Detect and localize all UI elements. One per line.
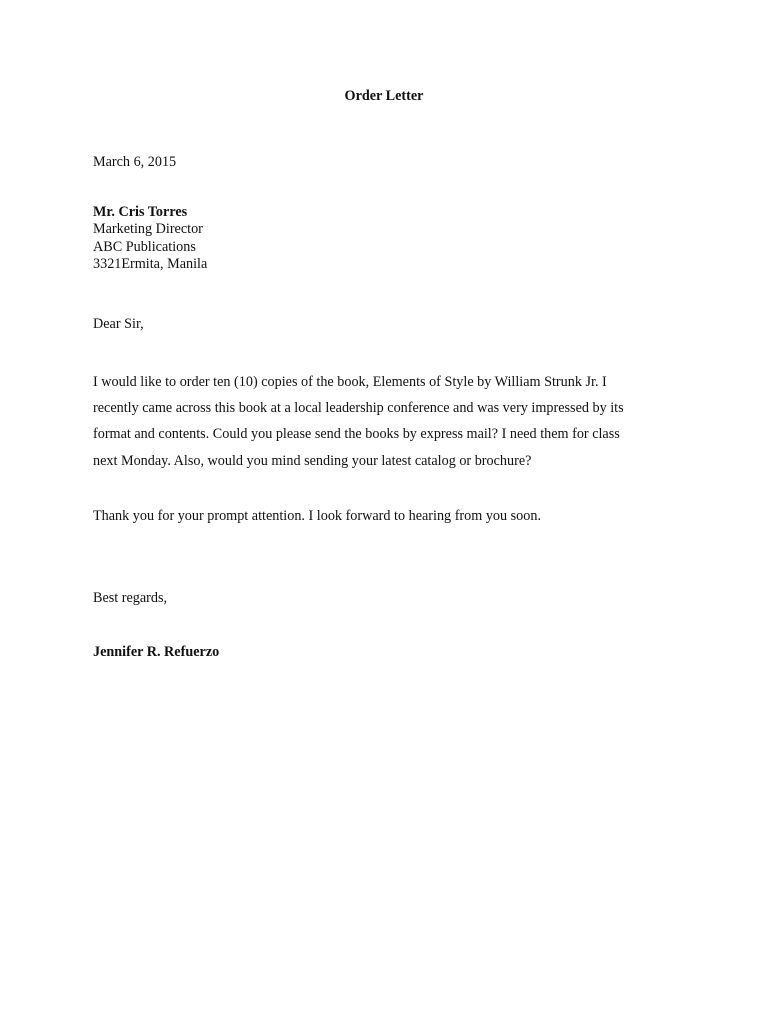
closing: Best regards, xyxy=(93,590,168,606)
letter-date: March 6, 2015 xyxy=(93,154,177,170)
recipient-address: 3321Ermita, Manila xyxy=(93,255,208,272)
recipient-company: ABC Publications xyxy=(93,238,196,255)
body-line: next Monday. Also, would you mind sending your latest catalog or brochure? xyxy=(93,452,532,469)
recipient-address-block xyxy=(93,204,683,273)
body-line: format and contents. Could you please send the books by express mail? I need them for class xyxy=(93,426,620,443)
body-line: recently came across this book at a local leadership conference and was very impressed by its xyxy=(93,400,624,417)
recipient-position: Marketing Director xyxy=(93,221,203,238)
body-line: I would like to order ten (10) copies of the book, Elements of Style by William Strunk Jr. I xyxy=(93,374,607,390)
body-paragraph xyxy=(93,369,683,474)
letter-title: Order Letter xyxy=(344,88,424,104)
signature-name: Jennifer R. Refuerzo xyxy=(93,644,220,660)
recipient-name: Mr. Cris Torres xyxy=(93,204,188,220)
thanks-paragraph: Thank you for your prompt attention. I look forward to hearing from you soon. xyxy=(93,508,541,524)
salutation: Dear Sir, xyxy=(93,316,144,332)
